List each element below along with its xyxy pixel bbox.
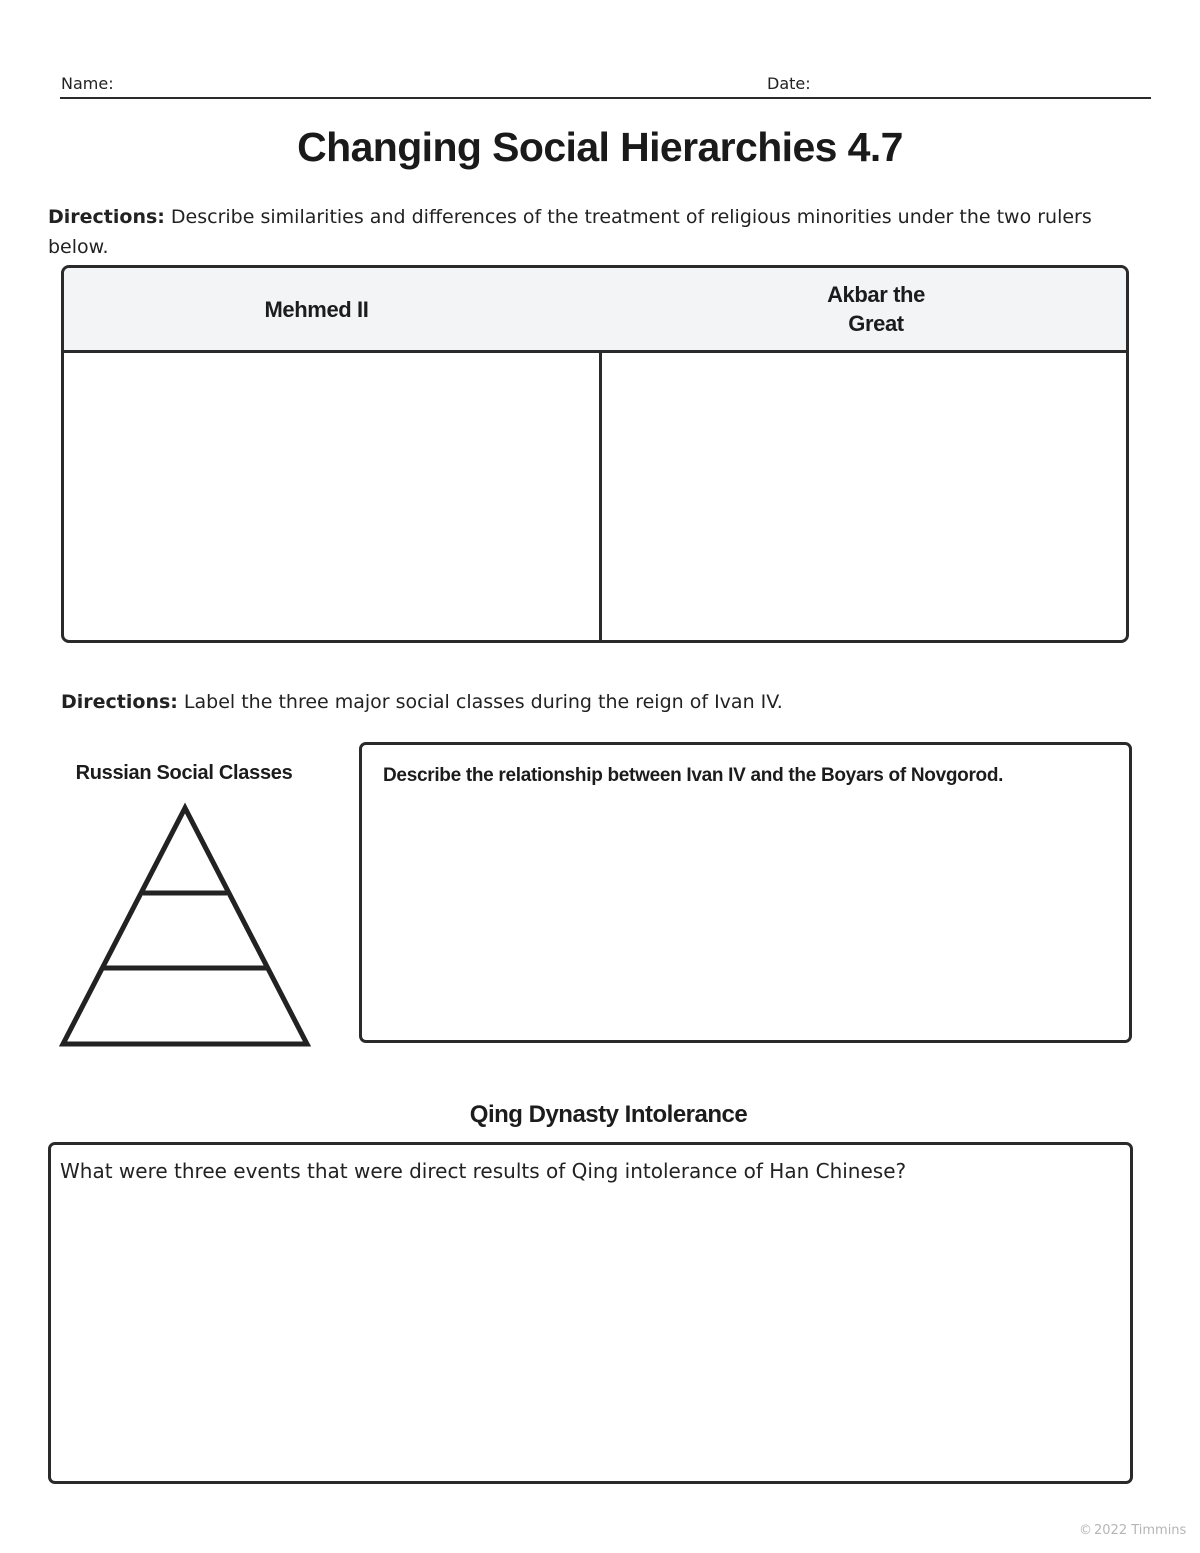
column-header-mehmed [64,268,569,350]
name-date-line[interactable] [60,97,1151,99]
social-class-pyramid [55,798,315,1052]
relationship-answer-box[interactable] [359,742,1132,1043]
directions-religious-minorities [48,202,1128,262]
column-header-akbar [601,268,1129,350]
column-header-label: Akbar the Great [827,282,925,336]
relationship-prompt: Describe the relationship between Ivan IV and the Boyars of Novgorod. [383,765,1004,786]
qing-section-heading: Qing Dynasty Intolerance [469,1101,748,1128]
pyramid-title: Russian Social Classes [75,762,293,784]
directions-label: Directions: [61,691,178,713]
column-divider [599,350,602,640]
copyright-notice [1079,1523,1186,1538]
column-header-label: Mehmed II [264,296,369,322]
page-title: Changing Social Hierarchies 4.7 [297,124,903,170]
name-label: Name: [61,74,114,93]
directions-text: Label the three major social classes during the reign of Ivan IV. [177,691,783,713]
copyright-icon: © [1079,1523,1092,1538]
directions-social-classes [61,687,1141,717]
ruler-comparison-table [61,265,1129,643]
directions-label: Directions: [48,206,165,228]
directions-text: Describe similarities and differences of the treatment of religious minorities under the two rulers below. [48,206,1092,258]
pyramid-outline [63,808,307,1044]
qing-answer-box[interactable] [48,1142,1133,1484]
table-header-row [64,268,1126,353]
copyright-text: 2022 Timmins [1094,1523,1187,1538]
date-label: Date: [767,74,811,93]
qing-prompt: What were three events that were direct results of Qing intolerance of Han Chinese? [60,1159,907,1183]
